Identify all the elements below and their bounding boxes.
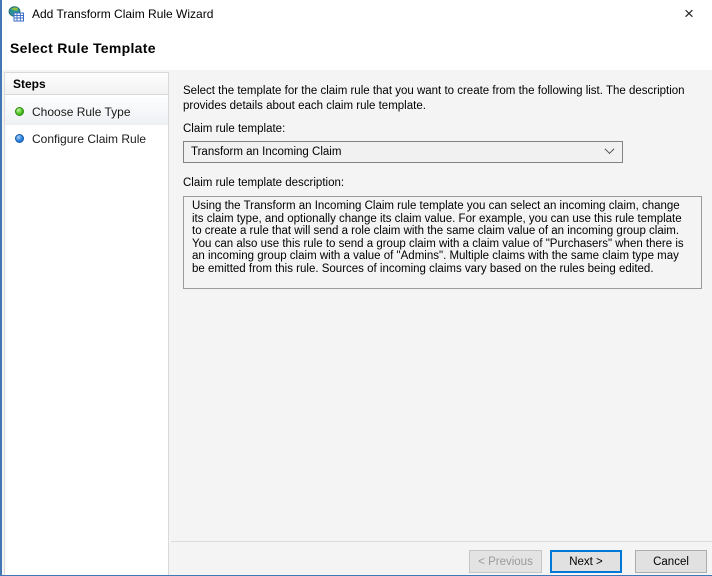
template-description-label: Claim rule template description: — [183, 177, 345, 189]
cancel-button[interactable]: Cancel — [635, 550, 707, 573]
steps-heading: Steps — [5, 73, 168, 95]
claim-rule-template-select[interactable] — [183, 141, 623, 163]
step-active-bullet-icon — [15, 107, 24, 116]
adfs-claim-rule-icon — [8, 6, 24, 22]
step-label: Configure Claim Rule — [32, 131, 147, 146]
template-description-box — [183, 196, 702, 289]
steps-panel — [4, 72, 169, 575]
titlebar — [2, 0, 712, 28]
close-button[interactable] — [674, 2, 704, 26]
combobox-selected-value: Transform an Incoming Claim — [191, 146, 342, 158]
step-item-choose-rule-type[interactable] — [5, 98, 168, 125]
window-title: Add Transform Claim Rule Wizard — [32, 7, 214, 21]
step-item-configure-claim-rule[interactable] — [5, 125, 168, 152]
previous-button[interactable]: < Previous — [469, 550, 542, 573]
steps-list — [5, 95, 168, 152]
claim-rule-template-label: Claim rule template: — [183, 123, 286, 135]
button-bar — [171, 541, 712, 576]
page-title: Select Rule Template — [10, 40, 156, 56]
next-button[interactable]: Next > — [550, 550, 622, 573]
step-upcoming-bullet-icon — [15, 134, 24, 143]
template-description-text: Using the Transform an Incoming Claim rule template you can select an incoming claim, change its claim type, and optionally change its claim value. For example, you can use this rule template to create a rule that will send a role claim with the same claim value of an incoming group claim. You can also use this rule to send a group claim with a claim value of "Purchasers" when there is an incoming group claim with a value of "Admins". Multiple claims with the same claim type may be emitted from this rule. Sources of incoming claims vary based on the rules being edited. — [192, 200, 684, 275]
step-label: Choose Rule Type — [32, 104, 131, 119]
chevron-down-icon — [605, 144, 615, 154]
close-icon: × — [684, 4, 694, 23]
intro-text: Select the template for the claim rule that you want to create from the following list. The description provides details about each claim rule template. — [183, 85, 685, 112]
